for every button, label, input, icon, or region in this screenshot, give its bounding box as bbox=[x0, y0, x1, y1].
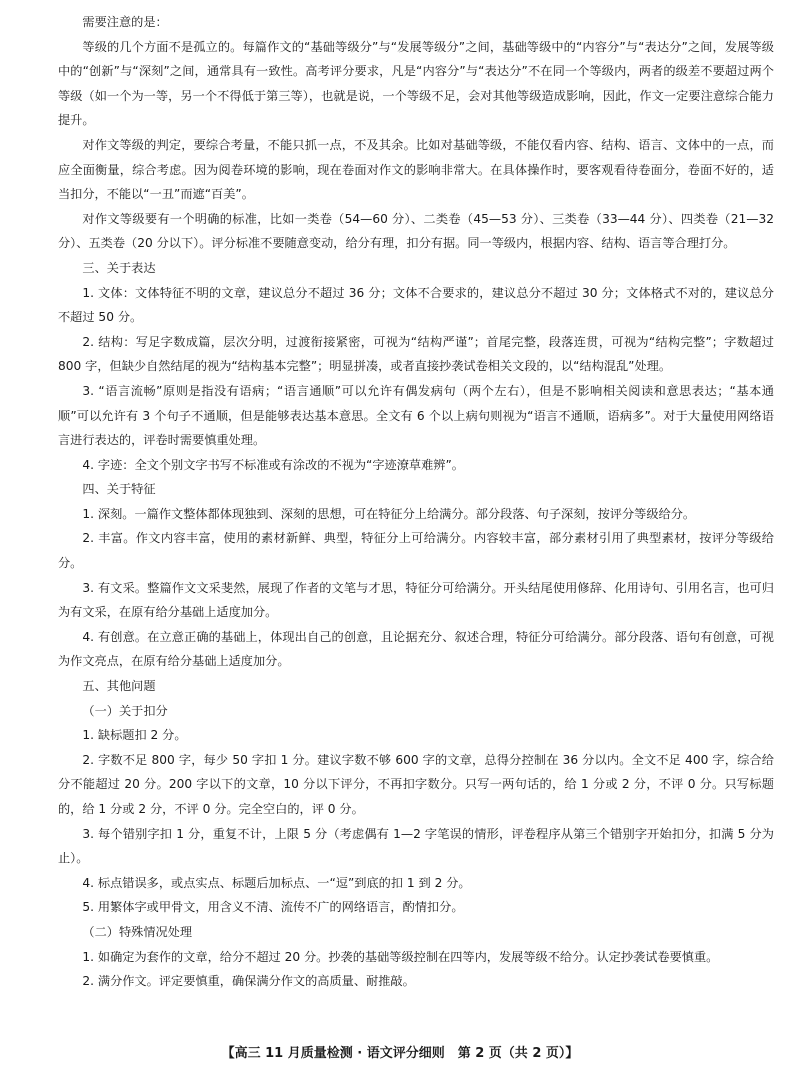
paragraph: 3. 每个错别字扣 1 分，重复不计，上限 5 分（考虑偶有 1—2 字笔误的情形，评卷程序从第三个错别字开始扣分，扣满 5 分为止）。 bbox=[58, 826, 774, 866]
subsection-heading-special-cases: （二）特殊情况处理 bbox=[82, 924, 193, 939]
paragraph: 4. 标点错误多，或点实点、标题后加标点、一“逗”到底的扣 1 到 2 分。 bbox=[82, 875, 471, 890]
paragraph: 5. 用繁体字或甲骨文，用含义不清、流传不广的网络语言，酌情扣分。 bbox=[82, 900, 464, 915]
paragraph: 4. 有创意。在立意正确的基础上，体现出自己的创意，且论据充分、叙述合理，特征分可给满分。部分段落、语句有创意，可视为作文亮点，在原有给分基础上适度加分。 bbox=[58, 629, 774, 669]
paragraph: 3. “语言流畅”原则是指没有语病；“语言通顺”可以允许有偶发病句（两个左右），但是不影响相关阅读和意思表达；“基本通顺”可以允许有 3 个句子不通顺，但是能够表达基本意思。全文有 6 个以上病句则视为“语言不通顺，语病多”。对于大量使用网络语言进行表达的，评卷时需要慎重处理。 bbox=[58, 383, 774, 448]
subsection-heading-deductions: （一）关于扣分 bbox=[82, 703, 168, 718]
paragraph: 等级的几个方面不是孤立的。每篇作文的“基础等级分”与“发展等级分”之间，基础等级中的“内容分”与“表达分”之间，发展等级中的“创新”与“深刻”之间，通常具有一致性。高考评分要求，凡是“内容分”与“表达分”不在同一个等级内，两者的级差不要超过两个等级（如一个为一等，另一个不得低于第三等），也就是说，一个等级不足，会对其他等级造成影响，因此，作文一定要注意综合能力提升。 bbox=[58, 39, 774, 128]
paragraph: 2. 满分作文。评定要慎重，确保满分作文的高质量、耐推敲。 bbox=[82, 974, 415, 989]
note-heading: 需要注意的是： bbox=[82, 15, 168, 29]
paragraph: 2. 结构：写足字数成篇，层次分明，过渡衔接紧密，可视为“结构严谨”；首尾完整，段落连贯，可视为“结构完整”；字数超过 800 字，但缺少自然结尾的视为“结构基本完整”；明显拼凑，或者直接抄袭试卷相关文段的，以“结构混乱”处理。 bbox=[58, 334, 774, 374]
section-heading-features: 四、关于特征 bbox=[82, 482, 156, 497]
paragraph: 对作文等级要有一个明确的标准，比如一类卷（54—60 分）、二类卷（45—53 分）、三类卷（33—44 分）、四类卷（21—32 分）、五类卷（20 分以下）。评分标准不要随意变动，给分有理，扣分有据。同一等级内，根据内容、结构、语言等合理打分。 bbox=[58, 211, 774, 251]
section-heading-other: 五、其他问题 bbox=[82, 679, 156, 694]
paragraph: 4. 字迹：全文个别文字书写不标准或有涂改的不视为“字迹潦草难辨”。 bbox=[82, 457, 464, 472]
paragraph: 1. 深刻。一篇作文整体都体现独到、深刻的思想，可在特征分上给满分。部分段落、句子深刻，按评分等级给分。 bbox=[82, 506, 696, 521]
page-footer: 【高三 11 月质量检测 · 语文评分细则 第 2 页（共 2 页）】 bbox=[221, 1046, 579, 1061]
paragraph: 3. 有文采。整篇作文文采斐然，展现了作者的文笔与才思，特征分可给满分。开头结尾使用修辞、化用诗句、引用名言，也可归为有文采，在原有给分基础上适度加分。 bbox=[58, 580, 774, 620]
paragraph: 2. 丰富。作文内容丰富，使用的素材新鲜、典型，特征分上可给满分。内容较丰富，部分素材引用了典型素材，按评分等级给分。 bbox=[58, 531, 774, 571]
paragraph: 1. 缺标题扣 2 分。 bbox=[82, 728, 187, 743]
document-body bbox=[58, 10, 774, 994]
paragraph: 1. 文体：文体特征不明的文章，建议总分不超过 36 分；文体不合要求的，建议总分不超过 30 分；文体格式不对的，建议总分不超过 50 分。 bbox=[58, 285, 774, 325]
paragraph: 对作文等级的判定，要综合考量，不能只抓一点，不及其余。比如对基础等级，不能仅看内容、结构、语言、文体中的一点，而应全面衡量，综合考虑。因为阅卷环境的影响，现在卷面对作文的影响非常大。在具体操作时，要客观看待卷面分，卷面不好的，适当扣分，不能以“一丑”而遮“百美”。 bbox=[58, 137, 774, 202]
paragraph: 2. 字数不足 800 字，每少 50 字扣 1 分。建议字数不够 600 字的文章，总得分控制在 36 分以内。全文不足 400 字，综合给分不能超过 20 分。200 字以下的文章，10 分以下评分，不再扣字数分。只写一两句话的，给 1 分或 2 分，不评 0 分。只写标题的，给 1 分或 2 分，不评 0 分。完全空白的，评 0 分。 bbox=[58, 752, 774, 816]
paragraph: 1. 如确定为套作的文章，给分不超过 20 分。抄袭的基础等级控制在四等内，发展等级不给分。认定抄袭试卷要慎重。 bbox=[82, 949, 719, 964]
section-heading-expression: 三、关于表达 bbox=[82, 260, 156, 275]
